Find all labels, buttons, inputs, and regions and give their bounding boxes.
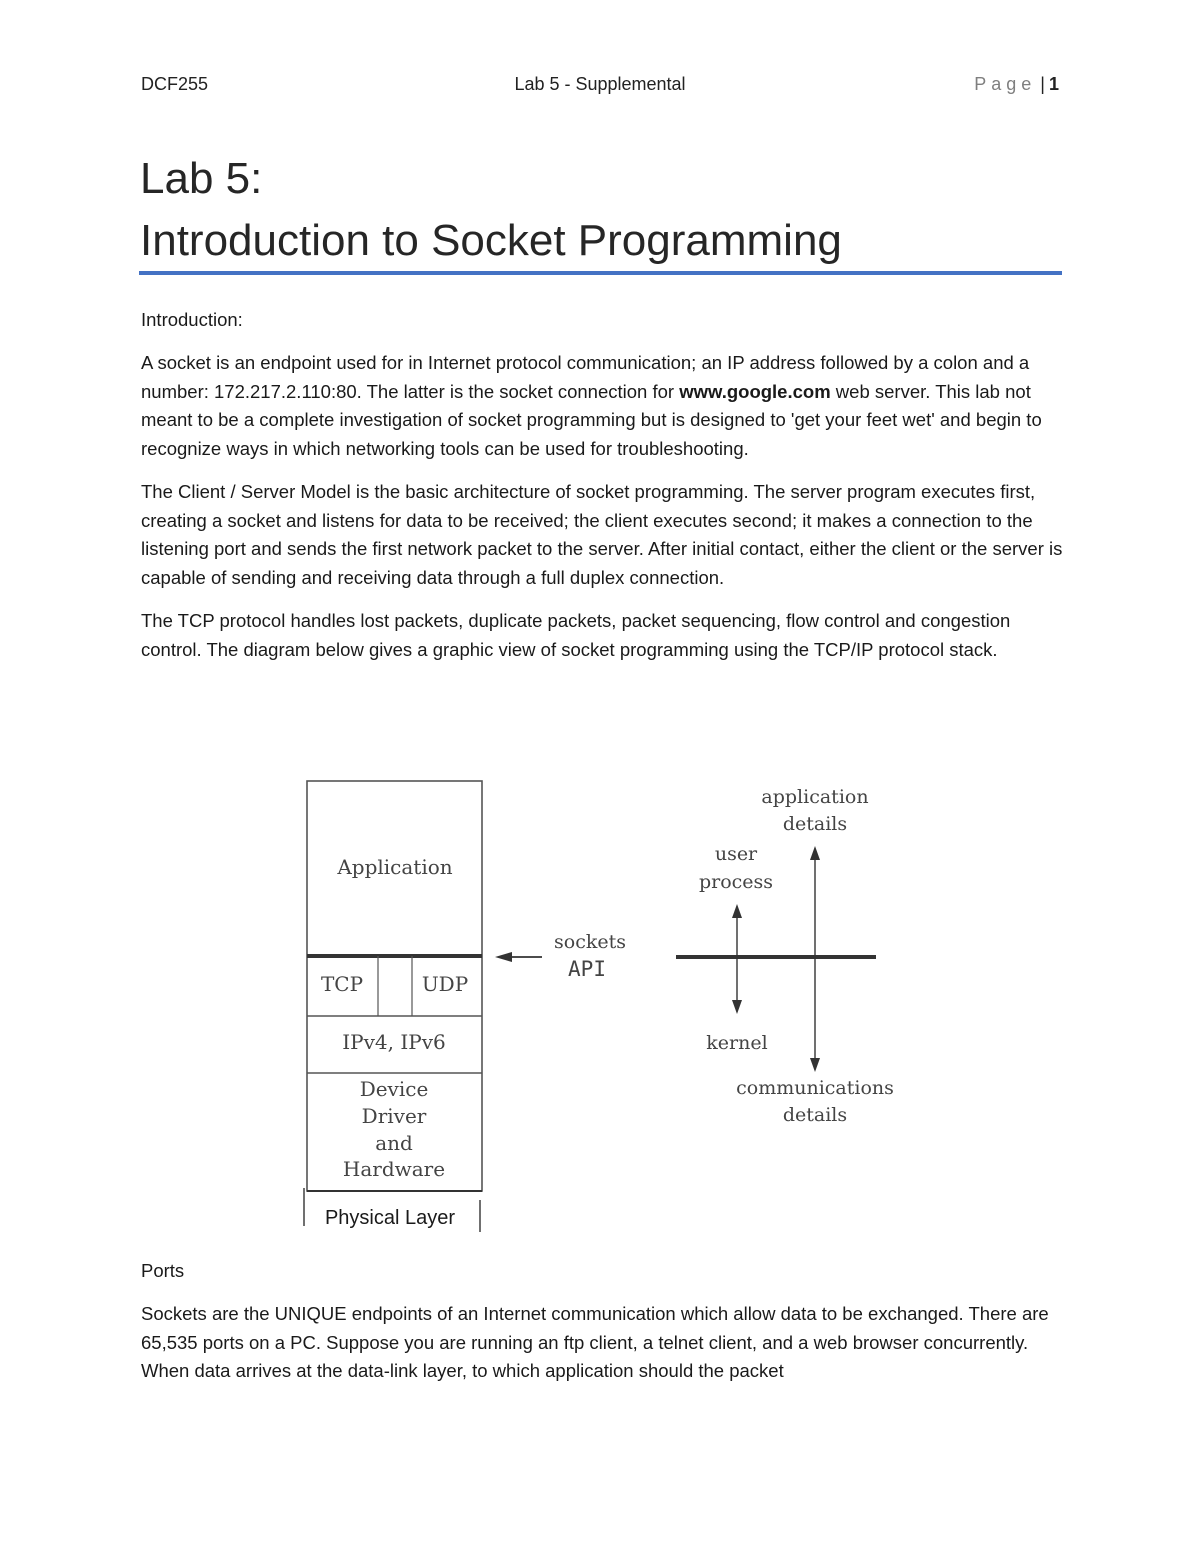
user-process-line-2: process	[698, 871, 774, 893]
intro-p3-text: The TCP protocol handles lost packets, duplicate packets, packet sequencing, flow control and congestion control. The diagram below gives a graphic view of socket programming using the TCP/IP protocol stack.	[141, 610, 1011, 660]
layer-ip: IPv4, IPv6	[342, 1030, 446, 1054]
sockets-label: sockets	[554, 931, 626, 953]
paragraph-intro-2	[141, 478, 1066, 592]
header-page-number: 1	[1048, 74, 1059, 94]
title-underline-rule	[139, 271, 1062, 275]
kernel-arrow-head	[732, 1000, 742, 1014]
ports-p1-text: Sockets are the UNIQUE endpoints of an Internet communication which allow data to be exchanged. There are 65,535 ports on a PC. Suppose you are running an ftp client, a telnet client, and a web browser concurrently. When data arrives at the data-link layer, to which application should the packet	[141, 1303, 1049, 1381]
title-line-2: Introduction to Socket Programming	[140, 216, 842, 265]
layer-tcp: TCP	[320, 972, 364, 996]
intro-p1-text-b: web server. This lab not meant to be a complete investigation of socket programming but is designed to 'get your feet wet' and begin to recognize ways in which networking tools can be used for troubleshooting.	[141, 380, 1042, 459]
paragraph-ports-1	[141, 1300, 1066, 1386]
layer-device-line-4: Hardware	[342, 1157, 446, 1181]
user-process-arrow-head	[732, 904, 742, 918]
layer-application: Application	[337, 855, 453, 879]
application-details-line-1: application	[761, 786, 869, 808]
socket-api-diagram	[290, 770, 910, 1245]
communications-details-arrow-head	[810, 1058, 820, 1072]
user-process-line-1: user	[714, 843, 758, 865]
title-line-1: Lab 5:	[140, 154, 263, 203]
layer-udp: UDP	[421, 972, 469, 996]
page-title	[140, 148, 842, 272]
header-course: DCF255	[141, 74, 209, 94]
header-page-indicator	[974, 74, 1059, 95]
google-link-text: www.google.com	[679, 380, 831, 402]
layer-device-line-3: and	[375, 1131, 413, 1155]
layer-physical: Physical Layer	[324, 1207, 456, 1229]
section-label-introduction: Introduction:	[141, 309, 243, 330]
communications-details-line-2: details	[782, 1104, 848, 1126]
sockets-arrow-head	[495, 952, 512, 962]
header-doc-title: Lab 5 - Supplemental	[514, 74, 686, 94]
application-details-line-2: details	[782, 813, 848, 835]
layer-device-line-2: Driver	[361, 1104, 427, 1128]
layer-device-line-1: Device	[359, 1077, 429, 1101]
intro-p1-text-a: A socket is an endpoint used for in Internet protocol communication; an IP address followed by a colon and a number: 172.217.2.110:80. The latter is the socket connection for	[141, 352, 1030, 402]
section-label-ports: Ports	[141, 1260, 185, 1281]
intro-p2-text: The Client / Server Model is the basic architecture of socket programming. The server program executes first, creating a socket and listens for data to be received; the client executes second; it makes a connection to the listening port and sends the first network packet to the server. After initial contact, either the client or the server is capable of sending and receiving data through a full duplex connection.	[141, 481, 1063, 588]
api-label: API	[568, 957, 606, 981]
paragraph-intro-1	[141, 349, 1066, 463]
communications-details-line-1: communications	[736, 1077, 894, 1099]
application-details-arrow-head	[810, 846, 820, 860]
paragraph-intro-3	[141, 607, 1066, 664]
header-separator: |	[1040, 74, 1045, 94]
kernel-label: kernel	[706, 1032, 768, 1054]
header-page-word: Page	[974, 74, 1037, 94]
